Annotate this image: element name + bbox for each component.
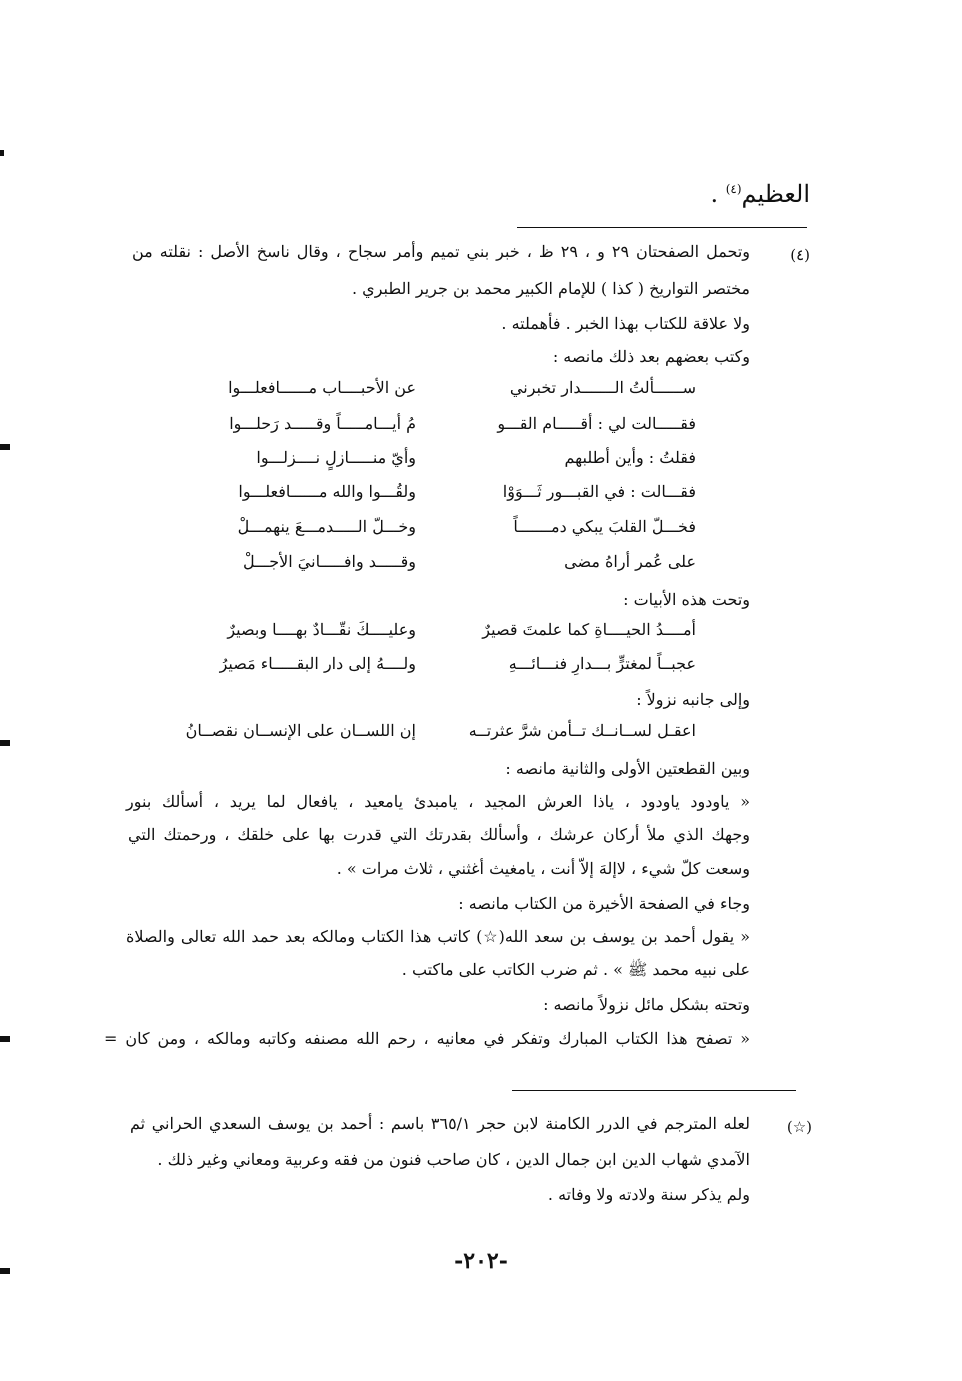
prayer-line: وجهك الذي ملأ أركان عرشك ، وأسألك بقدرتك التي قدرت بها على خلقك ، ورحمتك التي	[128, 825, 750, 844]
page-number: -٢٠٢-	[454, 1248, 508, 1274]
scan-edge-mark	[0, 740, 10, 746]
verse-hemistich-left: وأيّ منـــــازلٍ نــــزلـــوا	[256, 448, 416, 467]
prayer-line: وسعت كلّ شيء ، لاإلهَ إلاّ أنت ، يامغيث أغثني ، ثلاث مرات » .	[336, 859, 750, 878]
scan-edge-mark	[0, 150, 4, 156]
footnote-line: مختصر التواريخ ( كذا ) للإمام الكبير محمد بن جرير الطبري .	[352, 279, 750, 298]
note-separator	[512, 1090, 796, 1091]
verse-hemistich-left: عن الأحبــــاب مــــــافعلـــوا	[228, 378, 416, 397]
verse-hemistich-left: وقـــــد وافـــــانيَ الأجـــلْ	[243, 552, 416, 571]
colophon-line: « يقول أحمد بن يوسف بن سعد الله(☆) كاتب هذا الكتاب ومالكه بعد حمد الله تعالى والصلاة	[126, 927, 750, 946]
verse-hemistich-right: فقـــــالت لي : أقـــــام القـــو	[497, 414, 696, 433]
verse-hemistich-left: مُ أيـــامـــــاً وقـــــد رَحلـــوا	[229, 414, 416, 433]
carried-word	[710, 180, 810, 208]
verse-hemistich-right: فخـــلّ القلبَ يبكي دمـــــــاً	[513, 517, 696, 536]
footnote-separator	[517, 227, 807, 228]
footnote-line: ولا علاقة للكتاب بهذا الخبر . فأهملته .	[501, 314, 750, 333]
footnote-line: وكتب بعضهم بعد ذلك مانصه :	[552, 347, 750, 366]
scan-edge-mark	[0, 444, 10, 450]
verse-hemistich-left: وعليــــكَ نقّـــادٌ بهــــا وبصيرٌ	[227, 620, 416, 639]
section-label: وتحت هذه الأبيات :	[623, 590, 750, 609]
verse-hemistich-right: عجبــاً لمغترٍّ بـــدارِ فنـــائـــهِ	[508, 654, 696, 673]
section-label: وتحته بشكل مائل نزولاً مانصه :	[543, 995, 750, 1014]
section-label: وإلى جانبه نزولاً :	[636, 690, 750, 709]
verse-hemistich-right: فقلتُ : وأين أطلبهم	[564, 448, 696, 467]
verse-hemistich-right: فقـــالت : في القبـــور ثَـــوَوْا	[502, 482, 696, 501]
verse-hemistich-left: وخـــلّ الـــــدمـــعَ ينهمـــلْ	[237, 517, 416, 536]
star-note-line: ولم يذكر سنة ولادته ولا وفاته .	[547, 1185, 750, 1204]
scan-edge-mark	[0, 1036, 10, 1042]
footnote-label: (٤)	[790, 246, 810, 264]
verse-hemistich-right: ســــــألتُ الـــــــدار تخبرني	[509, 378, 696, 397]
verse-hemistich-right: اعقـل لســانــك تــأمن شرَّ عثرتــه	[468, 721, 696, 740]
verse-hemistich-right: على عُمر أراهُ مضى	[564, 552, 696, 571]
colophon-line: على نبيه محمد ﷺ » . ثم ضرب الكاتب على ماكتب .	[401, 960, 750, 979]
section-label: وبين القطعتين الأولى والثانية مانصه :	[505, 759, 750, 778]
scan-edge-mark	[0, 1268, 10, 1274]
verse-hemistich-left: ولــــهُ إلى دار البقـــــاء مَصيرُ	[219, 654, 416, 673]
star-note-line: الآمدي شهاب الدين ابن جمال الدين ، كان صاحب فنون من فقه وعربية ومعاني وغير ذلك .	[157, 1150, 750, 1169]
prayer-line: « ياودود ياودود ، ياذا العرش المجيد ، يامبدئ يامعيد ، يافعال لما يريد ، أسألك بنور	[126, 792, 750, 811]
carried-word-text: العظيم	[741, 180, 810, 208]
verse-hemistich-left: إن اللســان على الإنســان نقصــانُ	[185, 721, 416, 740]
star-note-label: (☆)	[786, 1118, 812, 1136]
verse-hemistich-left: ولقُـــوا والله مــــــافعلـــوا	[238, 482, 416, 501]
footnote-ref: (٤)	[725, 182, 742, 196]
footnote-line: وتحمل الصفحتان ٢٩ و ، ٢٩ ظ ، خبر بني تميم وأمر سجاح ، وقال ناسخ الأصل : نقلته من	[132, 242, 750, 261]
final-line: « تصفح هذا الكتاب المبارك وتفكر في معانيه ، رحم الله مصنفه وكاتبه ومالكه ، ومن كان =	[104, 1029, 750, 1048]
period: .	[710, 180, 726, 208]
star-note-line: لعله المترجم في الدرر الكامنة لابن حجر ٣٦٥/١ باسم : أحمد بن يوسف السعدي الحراني ثم	[130, 1114, 750, 1133]
section-label: وجاء في الصفحة الأخيرة من الكتاب مانصه :	[458, 894, 750, 913]
verse-hemistich-right: أمــــدُ الحيــــاةِ كما علمتَ قصيرٌ	[482, 620, 696, 639]
